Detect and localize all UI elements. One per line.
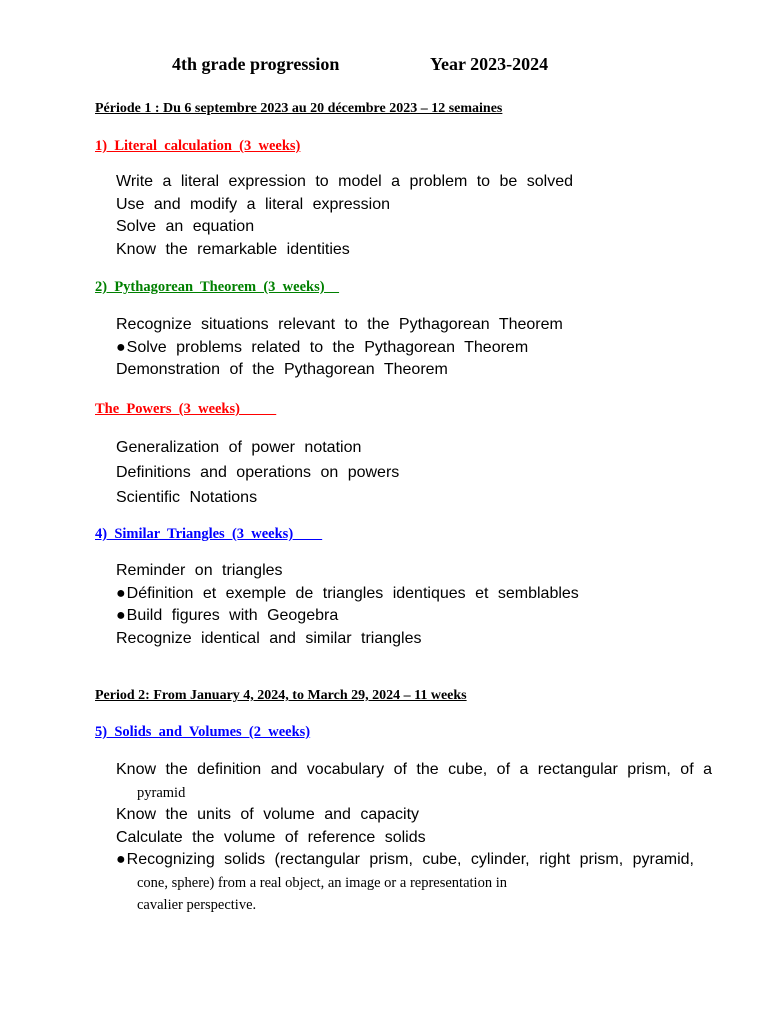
list-item	[116, 314, 563, 337]
item-continuation: cavalier perspective.	[137, 897, 257, 913]
item-text: Calculate the volume of reference solids	[116, 828, 426, 846]
list-item	[116, 827, 712, 850]
section-1-list	[116, 171, 573, 261]
item-text: Reminder on triangles	[116, 562, 283, 579]
section-1-heading: 1) Literal calculation (3 weeks)	[95, 138, 301, 154]
item-text: Write a literal expression to model a problem to be solved	[116, 173, 574, 190]
item-text: Solve an equation	[116, 218, 255, 235]
item-text: Build figures with Geogebra	[126, 607, 339, 624]
list-item	[116, 560, 579, 583]
section-3-heading: The Powers (3 weeks)	[95, 401, 277, 417]
list-item	[116, 849, 712, 917]
list-item	[116, 605, 579, 628]
list-item	[116, 460, 399, 485]
item-continuation: cone, sphere) from a real object, an image or a representation in	[137, 874, 507, 891]
page-title: 4th grade progression	[172, 54, 340, 74]
item-text: Recognizing solids (rectangular prism, cube, cylinder, right prism, pyramid,	[126, 851, 694, 868]
item-continuation: pyramid	[137, 784, 186, 801]
section-4-list	[116, 560, 579, 650]
list-item	[116, 583, 579, 606]
list-item	[116, 194, 573, 217]
section-5-list	[116, 759, 712, 917]
list-item	[116, 804, 712, 827]
list-item	[116, 171, 573, 194]
period-1-heading: Période 1 : Du 6 septembre 2023 au 20 décembre 2023 – 12 semaines	[95, 101, 503, 116]
section-3-list	[116, 435, 399, 510]
bullet-icon: ●	[116, 584, 126, 602]
item-text: Solve problems related to the Pythagorean Theorem	[126, 338, 529, 356]
list-item	[116, 435, 399, 460]
list-item	[116, 485, 399, 510]
bullet-icon: ●	[116, 607, 126, 624]
bullet-icon: ●	[116, 338, 126, 356]
item-text: Know the definition and vocabulary of the cube, of a rectangular prism, of a	[116, 761, 712, 778]
list-item	[116, 628, 579, 651]
item-text: Scientific Notations	[116, 489, 258, 506]
item-text: Recognize identical and similar triangles	[116, 629, 422, 647]
item-text: Demonstration of the Pythagorean Theorem	[116, 361, 448, 378]
section-4-heading: 4) Similar Triangles (3 weeks)	[95, 526, 323, 542]
item-text: Definitions and operations on powers	[116, 464, 400, 481]
list-item	[116, 759, 712, 804]
list-item	[116, 216, 573, 239]
item-text: Use and modify a literal expression	[116, 195, 391, 213]
item-text: Generalization of power notation	[116, 439, 362, 456]
item-text: Know the remarkable identities	[116, 240, 350, 258]
item-text: Recognize situations relevant to the Pythagorean Theorem	[116, 316, 563, 333]
section-2-heading: 2) Pythagorean Theorem (3 weeks)	[95, 279, 340, 295]
item-text: Définition et exemple de triangles identiques et semblables	[126, 584, 579, 602]
school-year: Year 2023-2024	[430, 54, 549, 74]
item-text: Know the units of volume and capacity	[116, 806, 420, 823]
bullet-icon: ●	[116, 851, 126, 868]
list-item	[116, 359, 563, 382]
section-5-heading: 5) Solids and Volumes (2 weeks)	[95, 724, 311, 740]
section-2-list	[116, 314, 563, 382]
list-item	[116, 337, 563, 360]
list-item	[116, 239, 573, 262]
period-2-heading: Period 2: From January 4, 2024, to March 29, 2024 – 11 weeks	[95, 688, 467, 703]
